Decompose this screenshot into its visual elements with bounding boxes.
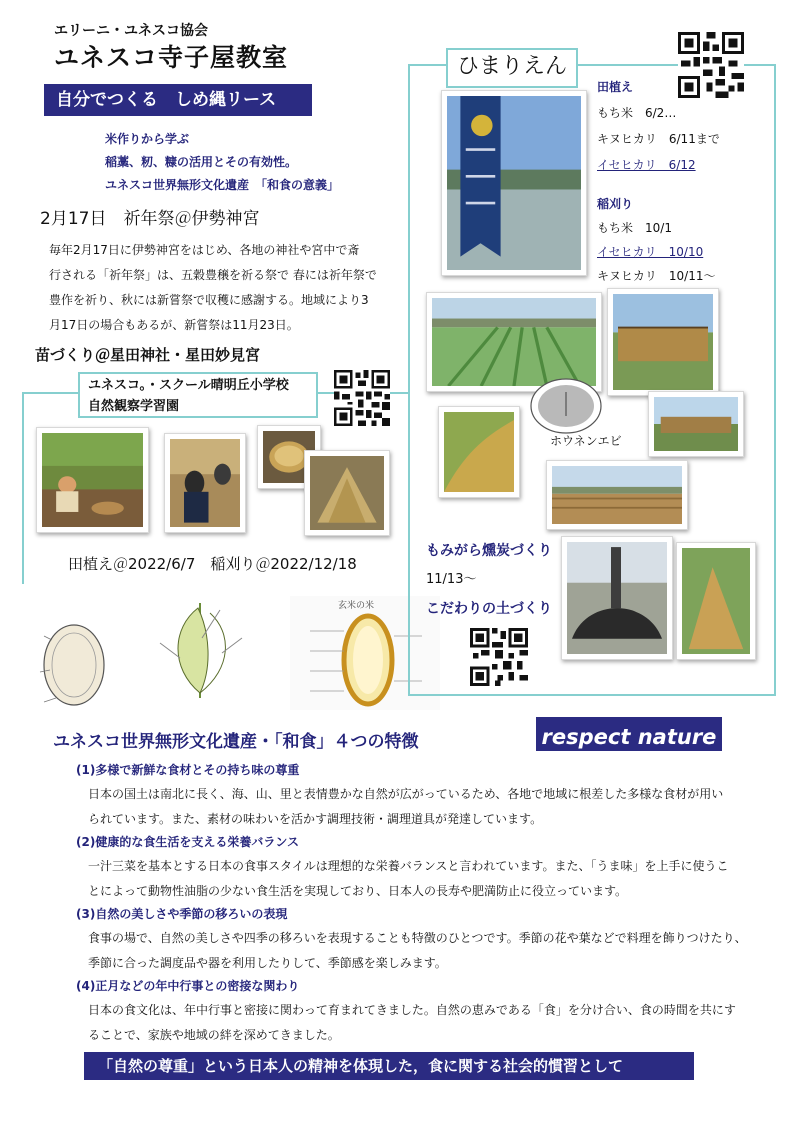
intro-line: ユネスコ世界無形文化遺産 「和食の意義」 [105, 178, 340, 192]
paragraph-line: 豊作を祈り、秋には新嘗祭で収穫に感謝する。地域により3 [49, 293, 369, 307]
intro-line: 稲藁、籾、糠の活用とその有効性。 [105, 155, 298, 169]
item-line: とによって動物性油脂の少ない食生活を実現しており、日本人の長寿や肥満防止に役立っています。 [88, 884, 628, 898]
page-title: ユネスコ寺子屋教室 [54, 43, 289, 72]
item-body [76, 926, 776, 976]
schedule-item: キヌヒカリ 10/11～ [597, 269, 716, 283]
qr-code[interactable] [334, 370, 390, 426]
diagram-grain-section [22, 600, 114, 710]
soil-heading: こだわりの土づくり [426, 601, 552, 617]
schedule-item: キヌヒカリ 6/11まで [597, 132, 720, 146]
item-body [76, 998, 776, 1048]
item-line: 日本の食文化は、年中行事と密接に関わって育まれてきました。自然の恵みである「食」を分け合い、食の時間を共にす [88, 1003, 736, 1017]
seedling-heading: 苗づくり＠星田神社・星田妙見宮 [35, 346, 261, 364]
photo-charcoal-burning [561, 536, 673, 660]
item-body [76, 854, 776, 904]
photo-husk-mound [676, 542, 756, 660]
festival-paragraph [49, 238, 401, 338]
schedule-item: もち米 10/1 [597, 221, 672, 235]
photo-harvested-row [546, 460, 688, 530]
charcoal-date: 11/13～ [426, 572, 477, 587]
school-label [78, 372, 318, 418]
houonen-label: ホウネンエビ [550, 434, 622, 448]
school-name: ユネスコ。・スクール晴明丘小学校 [88, 378, 289, 393]
harvest-schedule [597, 192, 715, 288]
organization-name: エリーニ・ユネスコ協会 [54, 23, 208, 39]
diagram-rice-flower [140, 598, 260, 708]
schedule-item: もち米 6/2… [597, 106, 677, 120]
photo-tadpole-shrimp [530, 378, 602, 434]
item-title: (2)健康的な食生活を支える栄養バランス [76, 835, 299, 849]
item-title: (1)多様で新鮮な食材とその持ち味の尊重 [76, 763, 300, 777]
paragraph-line: 月17日の場合もあるが、新嘗祭は11月23日。 [49, 318, 299, 332]
schedule-item: イセヒカリ 10/10 [597, 245, 704, 259]
respect-nature-banner: respect nature [536, 717, 722, 751]
item-title: (4)正月などの年中行事との密接な関わり [76, 979, 300, 993]
diagram-title: 玄米の米 [338, 601, 375, 611]
intro-line: 米作りから学ぶ [105, 132, 190, 146]
item-line: られています。また、素材の味わいを活かす調理技術・調理道具が発達しています。 [88, 812, 543, 826]
photo-children-harvest [164, 433, 246, 533]
photo-banner-field [441, 90, 587, 276]
item-title: (3)自然の美しさや季節の移ろいの表現 [76, 907, 288, 921]
photo-paddy-field [426, 292, 602, 392]
washoku-items [76, 760, 776, 1048]
closing-banner: 「自然の尊重」という日本人の精神を体現した，食に関する社会的慣習として [84, 1052, 694, 1080]
washoku-heading: ユネスコ世界無形文化遺産・「和食」４つの特徴 [53, 732, 419, 752]
schedule-item: イセヒカリ 6/12 [597, 158, 696, 172]
school-caption: 田植え＠2022/6/7 稲刈り＠2022/12/18 [68, 555, 357, 573]
himawari-label: ひまりえん [446, 48, 578, 88]
festival-heading: 2月17日 祈年祭＠伊勢神宮 [40, 209, 260, 229]
item-line: 一汁三菜を基本とする日本の食事スタイルは理想的な栄養バランスと言われています。また、「うま味」を上手に使うこ [88, 859, 729, 873]
item-line: ることで、家族や地域の絆を深めてきました。 [88, 1028, 340, 1042]
photo-planting-children [36, 427, 149, 533]
paragraph-line: 毎年2月17日に伊勢神宮をはじめ、各地の神社や宮中で斎 [49, 243, 360, 257]
intro-block [105, 128, 339, 197]
photo-drying-rack [607, 288, 719, 396]
item-line: 日本の国土は南北に長く、海、山、里と表情豊かな自然が広がっているため、各地で地域に根差した多様な食材が用い [88, 787, 724, 801]
photo-hanging-rice [648, 391, 744, 457]
item-line: 季節に合った調度品や器を利用したりして、季節感を楽しみます。 [88, 956, 447, 970]
item-body [76, 782, 776, 832]
school-garden: 自然観察学習園 [88, 399, 180, 414]
harvest-heading: 稲刈り [597, 197, 634, 211]
paragraph-line: 行される「祈年祭」は、五穀豊穣を祈る祭で 春には祈年祭で [49, 268, 377, 282]
subtitle-banner: 自分でつくる しめ縄リース [44, 84, 312, 116]
photo-straw-bundle [304, 450, 390, 536]
item-line: 食事の場で、自然の美しさや四季の移ろいを表現することも特徴のひとつです。季節の花や葉などで料理を飾りつけたり、 [88, 931, 747, 945]
qr-code[interactable] [470, 628, 528, 686]
planting-heading: 田植え [597, 80, 634, 94]
planting-schedule [597, 74, 720, 178]
charcoal-heading: もみがら燻炭づくり [426, 543, 552, 559]
photo-rice-close [438, 406, 520, 498]
